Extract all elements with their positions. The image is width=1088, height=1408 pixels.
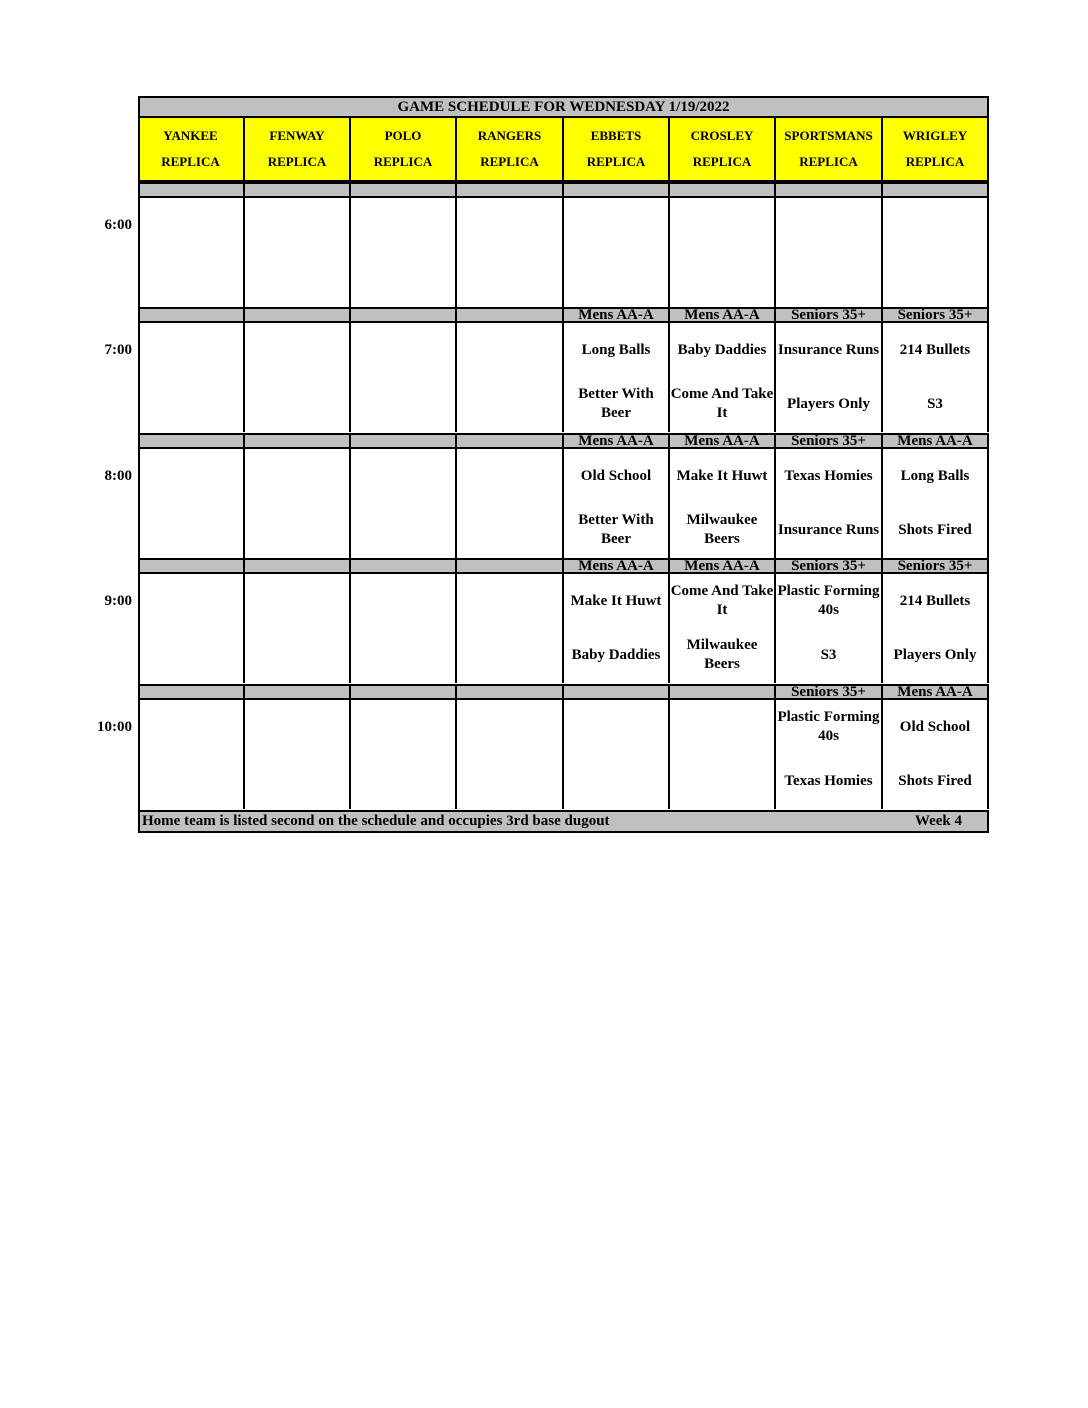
time-label: 7:00	[104, 342, 132, 358]
home-team	[351, 758, 455, 804]
away-team	[351, 327, 455, 373]
division-label	[564, 182, 670, 198]
venue-sub: REPLICA	[267, 154, 327, 169]
home-team: Baby Daddies	[571, 646, 661, 663]
game-cell	[670, 574, 776, 683]
division-label: Mens AA-A	[564, 307, 670, 323]
division-label	[351, 433, 457, 449]
division-label: Seniors 35+	[776, 684, 883, 700]
game-cell	[351, 574, 457, 683]
game-cell	[138, 700, 245, 809]
away-team	[670, 704, 774, 750]
game-cell	[138, 323, 245, 432]
home-team: Players Only	[787, 395, 870, 412]
game-cell	[564, 574, 670, 683]
home-team	[776, 256, 881, 302]
game-cell	[351, 449, 457, 558]
away-team	[564, 704, 668, 750]
time-label: 8:00	[104, 468, 132, 484]
game-cell	[883, 700, 989, 809]
away-team: Texas Homies	[784, 467, 873, 484]
venue-header	[138, 118, 245, 182]
time-label: 9:00	[104, 593, 132, 609]
home-team	[138, 758, 243, 804]
away-team	[138, 704, 243, 750]
division-label	[138, 307, 245, 323]
game-cell	[670, 323, 776, 432]
game-cell	[564, 700, 670, 809]
division-label	[245, 684, 351, 700]
venue-header	[670, 118, 776, 182]
venue-sub: REPLICA	[480, 154, 539, 169]
home-team: Better With Beer	[578, 386, 654, 421]
away-team	[351, 453, 455, 499]
division-label	[138, 684, 245, 700]
division-label: Mens AA-A	[670, 433, 776, 449]
game-cell	[883, 198, 989, 307]
away-team	[776, 202, 881, 248]
venue-header	[564, 118, 670, 182]
game-cell	[670, 700, 776, 809]
away-team	[245, 453, 349, 499]
game-cell	[564, 449, 670, 558]
away-team	[457, 578, 562, 624]
away-team	[351, 202, 455, 248]
away-team	[245, 327, 349, 373]
division-label: Seniors 35+	[883, 307, 989, 323]
game-cell	[351, 700, 457, 809]
home-team	[138, 256, 243, 302]
division-label: Seniors 35+	[776, 307, 883, 323]
venue-name: SPORTSMANS	[784, 128, 873, 143]
away-team	[351, 704, 455, 750]
away-team	[457, 704, 562, 750]
division-label	[351, 182, 457, 198]
home-team	[245, 758, 349, 804]
schedule-footer	[138, 810, 989, 833]
game-cell	[457, 700, 564, 809]
division-label	[245, 433, 351, 449]
game-cell	[670, 449, 776, 558]
game-cell	[351, 198, 457, 307]
venue-name: CROSLEY	[690, 128, 754, 143]
home-team: Milwaukee Beers	[686, 637, 758, 672]
home-team	[457, 507, 562, 553]
week-label: Week 4	[914, 813, 962, 829]
away-team: 214 Bullets	[899, 341, 971, 358]
division-label	[351, 684, 457, 700]
division-label: Mens AA-A	[564, 433, 670, 449]
home-team: Shots Fired	[898, 521, 972, 538]
division-label	[351, 558, 457, 574]
away-team	[138, 578, 243, 624]
venue-sub: REPLICA	[799, 154, 858, 169]
home-team: Texas Homies	[784, 772, 873, 789]
home-team	[670, 256, 774, 302]
away-team	[351, 578, 455, 624]
division-label	[245, 182, 351, 198]
home-team: Shots Fired	[898, 772, 972, 789]
venue-name: EBBETS	[590, 128, 642, 143]
division-label	[457, 182, 564, 198]
venue-header	[245, 118, 351, 182]
home-team	[457, 758, 562, 804]
home-team	[138, 632, 243, 678]
division-label: Seniors 35+	[776, 558, 883, 574]
division-label: Mens AA-A	[670, 558, 776, 574]
away-team: Make It Huwt	[676, 467, 768, 484]
game-cell	[776, 574, 883, 683]
division-label	[138, 433, 245, 449]
division-label: Mens AA-A	[883, 684, 989, 700]
game-cell	[457, 198, 564, 307]
venue-name: FENWAY	[269, 128, 325, 143]
home-team: Better With Beer	[578, 512, 654, 547]
game-cell	[245, 449, 351, 558]
game-cell	[245, 700, 351, 809]
home-team: Milwaukee Beers	[686, 512, 758, 547]
division-label	[245, 558, 351, 574]
home-team: Players Only	[893, 646, 977, 663]
away-team	[138, 202, 243, 248]
away-team: Long Balls	[581, 341, 651, 358]
game-cell	[564, 198, 670, 307]
away-team: Long Balls	[900, 467, 970, 484]
division-label	[457, 307, 564, 323]
home-team-note: Home team is listed second on the schedule and occupies 3rd base dugout	[142, 813, 610, 829]
home-team	[351, 256, 455, 302]
away-team	[457, 202, 562, 248]
home-team: Insurance Runs	[777, 521, 880, 538]
away-team	[457, 327, 562, 373]
division-label	[670, 182, 776, 198]
away-team: Plastic Forming 40s	[777, 709, 880, 744]
venue-header	[776, 118, 883, 182]
game-cell	[883, 323, 989, 432]
home-team	[351, 381, 455, 427]
away-team: Baby Daddies	[677, 341, 767, 358]
division-label	[138, 558, 245, 574]
venue-header	[457, 118, 564, 182]
division-label	[351, 307, 457, 323]
division-label	[564, 684, 670, 700]
game-cell	[776, 323, 883, 432]
division-label	[457, 558, 564, 574]
game-cell	[776, 449, 883, 558]
game-cell	[883, 574, 989, 683]
away-team	[670, 202, 774, 248]
away-team: Old School	[899, 718, 971, 735]
venue-name: POLO	[384, 128, 422, 143]
home-team	[457, 632, 562, 678]
away-team: Plastic Forming 40s	[777, 583, 880, 618]
game-cell	[457, 574, 564, 683]
away-team	[245, 704, 349, 750]
venue-sub: REPLICA	[373, 154, 433, 169]
division-label: Seniors 35+	[883, 558, 989, 574]
game-cell	[245, 323, 351, 432]
away-team	[564, 202, 668, 248]
division-label	[883, 182, 989, 198]
game-cell	[670, 198, 776, 307]
away-team: Old School	[580, 467, 652, 484]
game-cell	[457, 449, 564, 558]
home-team	[245, 256, 349, 302]
home-team	[245, 632, 349, 678]
game-cell	[883, 449, 989, 558]
home-team: S3	[820, 646, 837, 663]
division-label	[457, 433, 564, 449]
venue-sub: REPLICA	[692, 154, 752, 169]
home-team: Come And Take It	[670, 386, 774, 421]
division-label: Seniors 35+	[776, 433, 883, 449]
game-cell	[457, 323, 564, 432]
home-team	[138, 381, 243, 427]
game-cell	[138, 198, 245, 307]
venue-name: RANGERS	[477, 128, 542, 143]
away-team	[457, 453, 562, 499]
game-cell	[245, 574, 351, 683]
home-team	[564, 758, 668, 804]
away-team: Insurance Runs	[777, 341, 880, 358]
game-cell	[138, 449, 245, 558]
venue-sub: REPLICA	[161, 154, 220, 169]
home-team	[883, 256, 987, 302]
away-team: Come And Take It	[670, 583, 774, 618]
home-team	[457, 381, 562, 427]
away-team: 214 Bullets	[899, 592, 971, 609]
division-label: Mens AA-A	[883, 433, 989, 449]
home-team	[564, 256, 668, 302]
game-cell	[776, 700, 883, 809]
division-label: Mens AA-A	[564, 558, 670, 574]
away-team	[245, 578, 349, 624]
game-cell	[351, 323, 457, 432]
home-team	[351, 507, 455, 553]
division-label: Mens AA-A	[670, 307, 776, 323]
home-team	[245, 381, 349, 427]
game-cell	[564, 323, 670, 432]
away-team: Make It Huwt	[570, 592, 662, 609]
home-team	[245, 507, 349, 553]
home-team	[138, 507, 243, 553]
away-team	[883, 202, 987, 248]
game-cell	[138, 574, 245, 683]
division-label	[776, 182, 883, 198]
grid-left-border	[138, 118, 140, 810]
division-label	[670, 684, 776, 700]
away-team	[138, 327, 243, 373]
division-label	[138, 182, 245, 198]
venue-header	[351, 118, 457, 182]
away-team	[138, 453, 243, 499]
time-label: 10:00	[97, 719, 132, 735]
home-team	[457, 256, 562, 302]
venue-sub: REPLICA	[586, 154, 646, 169]
away-team	[245, 202, 349, 248]
venue-name: WRIGLEY	[902, 128, 968, 143]
venue-sub: REPLICA	[905, 154, 965, 169]
time-label: 6:00	[104, 217, 132, 233]
game-cell	[245, 198, 351, 307]
home-team: S3	[927, 395, 943, 412]
division-label	[457, 684, 564, 700]
venue-header	[883, 118, 989, 182]
division-label	[245, 307, 351, 323]
home-team	[670, 758, 774, 804]
schedule-title: GAME SCHEDULE FOR WEDNESDAY 1/19/2022	[138, 96, 989, 118]
home-team	[351, 632, 455, 678]
game-cell	[776, 198, 883, 307]
venue-name: YANKEE	[163, 128, 218, 143]
